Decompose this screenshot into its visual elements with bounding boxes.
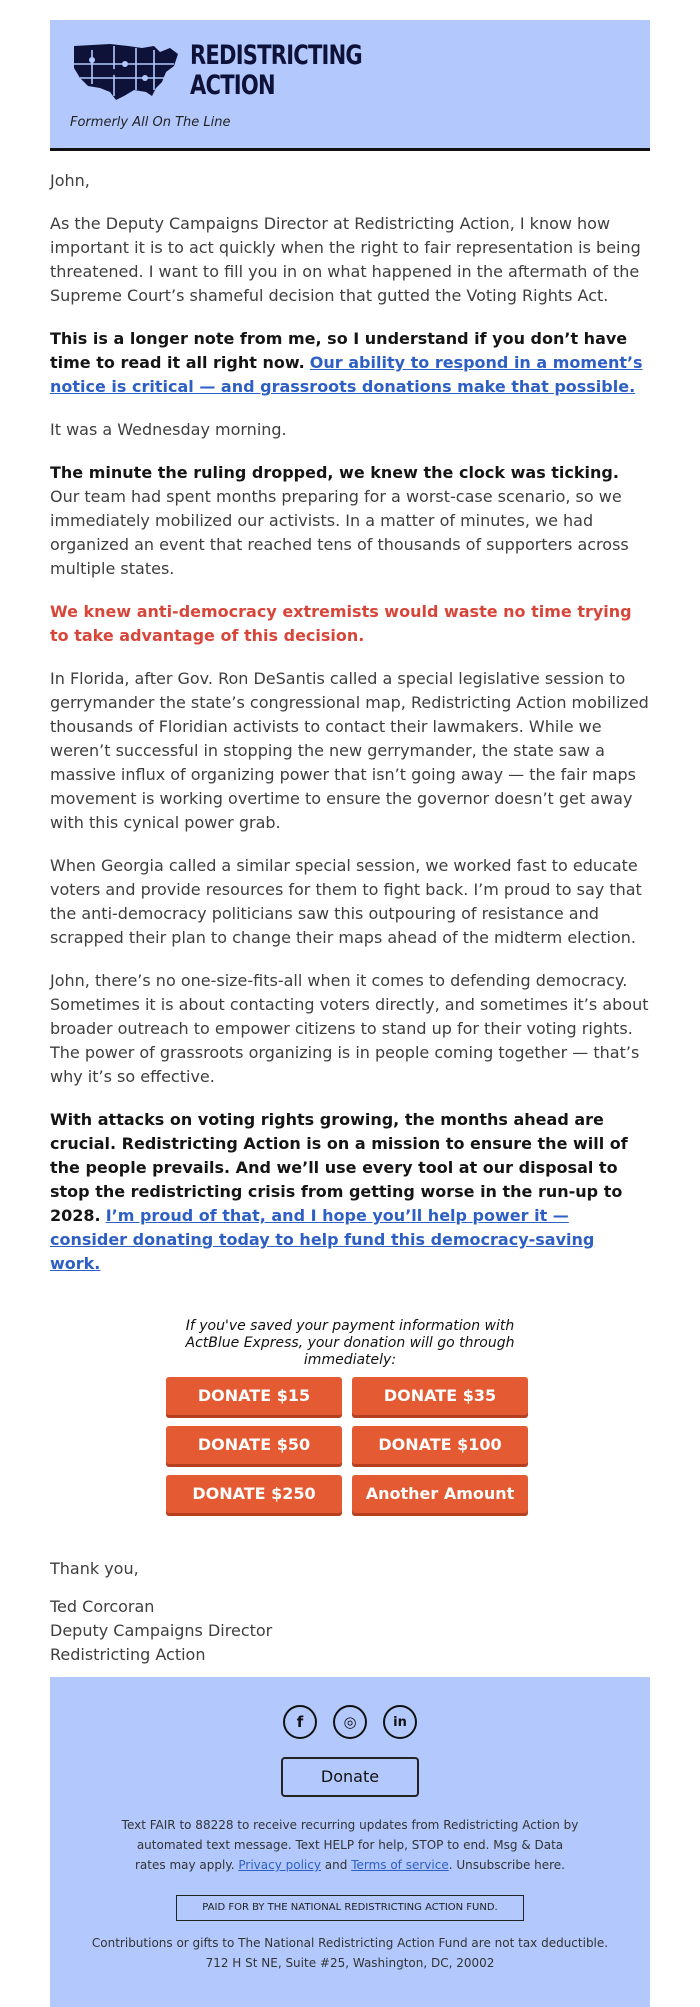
tax-disclaimer: Contributions or gifts to The National Redistricting Action Fund are not tax deductible.	[91, 1936, 609, 1950]
signer-name: Ted Corcoran	[50, 1597, 155, 1616]
another-amount-button[interactable]: Another Amount	[352, 1475, 528, 1513]
header-banner	[50, 20, 650, 151]
signer-block	[50, 1595, 650, 1667]
logo-line-1: REDISTRICTING	[190, 40, 362, 71]
footer-donate-button[interactable]: Donate	[281, 1757, 419, 1797]
actblue-note: If you've saved your payment information with ActBlue Express, your donation will go through immediately:	[185, 1318, 515, 1368]
signer-title: Deputy Campaigns Director	[50, 1621, 273, 1640]
paragraph-intro: As the Deputy Campaigns Director at Redistricting Action, I know how important it is to act quickly when the right to fair representation is being threatened. I want to fill you in on what happened in the aftermath of the Supreme Court’s shameful decision that gutted the Voting Rights Act.	[50, 214, 641, 305]
and-text: and	[324, 1858, 348, 1872]
us-map-puzzle-icon	[70, 38, 182, 104]
paragraph-extremists: We knew anti-democracy extremists would waste no time trying to take advantage of this decision.	[50, 602, 632, 645]
paragraph-longer-note	[50, 327, 650, 399]
letter-body	[50, 169, 650, 1276]
logo-wordmark	[190, 41, 362, 101]
paragraph-one-size: John, there’s no one-size-fits-all when it comes to defending democracy. Sometimes it is about contacting voters directly, and sometimes it’s about broader outreach to empower citizens to stand up for their voting rights. The power of grassroots organizing is in people coming together — that’s why it’s so effective.	[50, 971, 649, 1086]
donate-15-button[interactable]: DONATE $15	[166, 1377, 342, 1415]
donate-button-grid	[166, 1377, 534, 1513]
paragraph-florida: In Florida, after Gov. Ron DeSantis called a special legislative session to gerrymander the state’s congressional map, Redistricting Action mobilized thousands of Floridian activists to contact their lawmakers. While we weren’t successful in stopping the new gerrymander, the state saw a massive influx of organizing power that isn’t going away — the fair maps movement is working overtime to ensure the governor doesn’t get away with this cynical power grab.	[50, 669, 649, 832]
donate-100-button[interactable]: DONATE $100	[352, 1426, 528, 1464]
footer	[50, 1677, 650, 2007]
paid-for-box: PAID FOR BY THE NATIONAL REDISTRICTING ACTION FUND.	[176, 1895, 524, 1921]
instagram-icon[interactable]: ◎	[333, 1705, 367, 1739]
tagline: Formerly All On The Line	[70, 115, 231, 130]
privacy-policy-link[interactable]: Privacy policy	[238, 1858, 321, 1872]
footer-address-block	[50, 1933, 650, 1973]
paragraph-months-ahead	[50, 1108, 650, 1276]
thanks-text: Thank you,	[50, 1559, 139, 1578]
sms-disclaimer	[120, 1815, 580, 1875]
facebook-icon[interactable]: f	[283, 1705, 317, 1739]
donation-link-1[interactable]: Our ability to respond in a moment’s notice is critical — and grassroots donations make that possible.	[50, 353, 643, 396]
signer-org: Redistricting Action	[50, 1645, 206, 1664]
paragraph-clock	[50, 461, 650, 581]
months-ahead-bold: With attacks on voting rights growing, the months ahead are crucial. Redistricting Action is on a mission to ensure the will of the people prevails. And we’ll use every tool at our disposal to stop the redistricting crisis from getting worse in the run-up to 2028.	[50, 1110, 628, 1225]
terms-of-service-link[interactable]: Terms of service	[351, 1858, 449, 1872]
mailing-address: 712 H St NE, Suite #25, Washington, DC, 20002	[205, 1956, 495, 1970]
logo-line-2: ACTION	[190, 70, 275, 101]
social-links	[50, 1677, 650, 1739]
longer-note-bold: This is a longer note from me, so I understand if you don’t have time to read it all right now.	[50, 329, 628, 372]
paragraph-wednesday: It was a Wednesday morning.	[50, 420, 287, 439]
sms-text: Text FAIR to 88228 to receive recurring updates from Redistricting Action by automated text message. Text HELP for help, STOP to end. Msg & Data rates may apply.	[121, 1818, 579, 1872]
signoff	[50, 1557, 650, 1667]
greeting: John,	[50, 171, 90, 190]
paragraph-georgia: When Georgia called a similar special session, we worked fast to educate voters and provide resources for them to fight back. I’m proud to say that the anti-democracy politicians saw this outpouring of resistance and scrapped their plan to change their maps ahead of the midterm election.	[50, 856, 642, 947]
clock-rest: Our team had spent months preparing for a worst-case scenario, so we immediately mobilized our activists. In a matter of minutes, we had organized an event that reached tens of thousands of supporters across multiple states.	[50, 487, 629, 578]
clock-bold: The minute the ruling dropped, we knew the clock was ticking.	[50, 463, 619, 482]
linkedin-icon[interactable]: in	[383, 1705, 417, 1739]
unsubscribe-text[interactable]: . Unsubscribe here.	[448, 1858, 565, 1872]
donation-link-2[interactable]: I’m proud of that, and I hope you’ll help power it — consider donating today to help fund this democracy-saving work.	[50, 1206, 595, 1273]
donate-section	[50, 1318, 650, 1513]
logo[interactable]	[70, 38, 410, 104]
donate-35-button[interactable]: DONATE $35	[352, 1377, 528, 1415]
donate-50-button[interactable]: DONATE $50	[166, 1426, 342, 1464]
donate-250-button[interactable]: DONATE $250	[166, 1475, 342, 1513]
